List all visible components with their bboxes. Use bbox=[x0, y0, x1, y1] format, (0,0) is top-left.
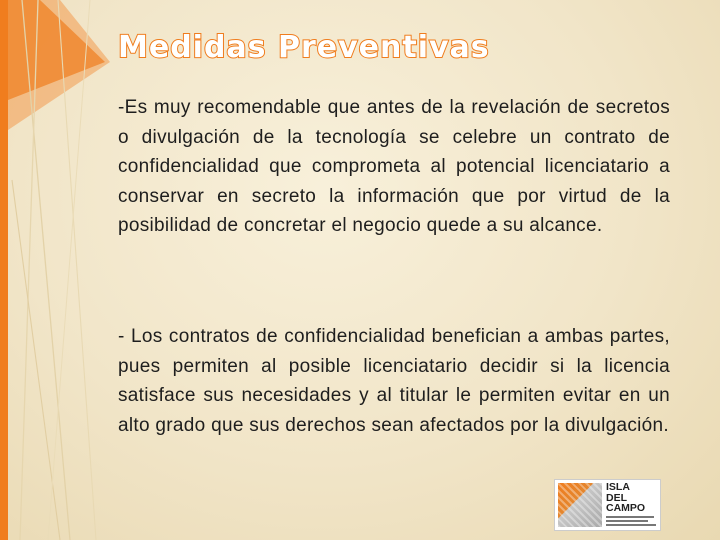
logo-name bbox=[606, 482, 645, 514]
logo-line-3: CAMPO bbox=[606, 502, 646, 514]
paragraph-contracts-benefit: - Los contratos de confidencialidad benefician a ambas partes, pues permiten al posible licenciatario decidir si la licencia satisface sus necesidades y al titular le permiten evitar en un alto grado que sus derechos sean afectados por la divulgación. bbox=[118, 326, 670, 436]
logo-line-1: ISLA bbox=[606, 481, 630, 493]
logo-emblem bbox=[558, 483, 602, 527]
logo-line-2: DEL bbox=[606, 491, 627, 504]
isla-del-campo-logo bbox=[554, 479, 661, 531]
slide-title: Medidas Preventivas bbox=[118, 30, 490, 65]
decorative-lines bbox=[0, 0, 130, 540]
logo-small-print bbox=[606, 516, 658, 528]
paragraph-confidentiality-recommendation: -Es muy recomendable que antes de la revelación de secretos o divulgación de la tecnología se celebre un contrato de confidencialidad que comprometa al potencial licenciatario a conservar en secreto la información que por virtud de la posibilidad de concretar el negocio quede a su alcance. bbox=[118, 97, 670, 236]
